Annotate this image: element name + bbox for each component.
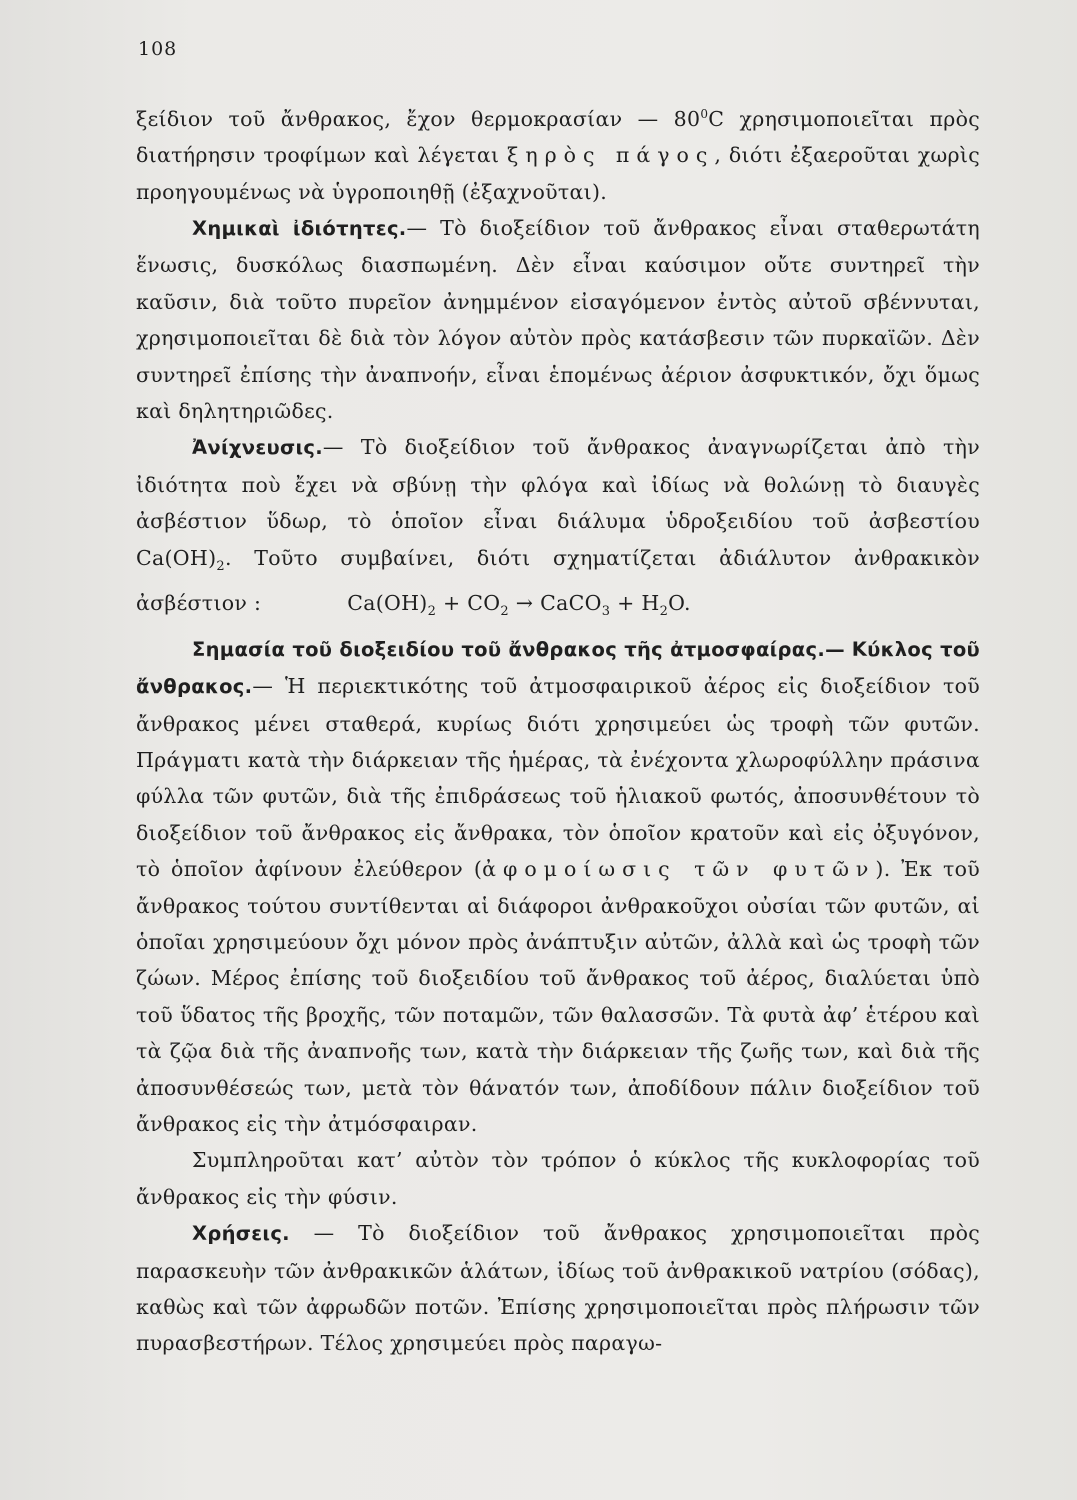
heading-detection: Ἀνίχνευσις. xyxy=(192,436,323,460)
paragraph-detection: Ἀνίχνευσις.— Τὸ διοξείδιον τοῦ ἄνθρακος ἀναγνωρίζεται ἀπὸ τὴν ἰδιότητα ποὺ ἔχει νὰ σβύνῃ τὴν φλόγα καὶ ἰδίως νὰ θολώνῃ τὸ διαυγὲς ἀσβέστιον ὕδωρ, τὸ ὁποῖον εἶναι διάλυμα ὑδροξειδίου τοῦ ἀσβεστίου $Ca(OH)_2$. Τοῦτο συμβαίνει, διότι σχηματίζεται ἀδιάλυτον ἀνθρακικὸν ἀσβέστιον : $Ca(OH)_2 + CO_2$ → CaCO$_3$ + $H_2O$. xyxy=(136,435,980,620)
eq-caoh: Ca(OH) xyxy=(347,591,428,616)
p1-text-b: C χρησιμοποιεῖται πρὸς διατήρησιν τροφίμων καὶ λέγεται xyxy=(136,106,980,168)
heading-uses: Χρήσεις. xyxy=(192,1222,290,1246)
p4-text: — Ἡ περιεκτικότης τοῦ ἀτμοσφαιρικοῦ ἀέρος εἰς διοξείδιον τοῦ ἄνθρακος μένει σταθερά, κυρίως διότι χρησιμεύει ὡς τροφὴ τῶν φυτῶν. Πράγματι κατὰ τὴν διάρκειαν τῆς ἡμέρας, τὰ ἐνέχοντα χλωροφύλλην πράσινα φύλλα τῶν φυτῶν, διὰ τῆς ἐπιδράσεως τοῦ ἡλιακοῦ φωτός, ἀποσυνθέτουν τὸ διοξείδιον τοῦ ἄνθρακος εἰς ἄνθρακα, τὸν ὁποῖον κρατοῦν καὶ εἰς ὀξυγόνον, τὸ ὁποῖον ἀφίνουν ἐλεύθερον ( xyxy=(136,674,980,882)
reaction-equation: $Ca(OH)_2 + CO_2$ → CaCO$_3$ + $H_2O$. xyxy=(347,591,691,620)
p3-formula-inline: Ca(OH) xyxy=(136,545,217,570)
eq-caco: → CaCO xyxy=(508,591,602,616)
p4-spaced-term: ἀφομοίωσις τῶν φυτῶν xyxy=(482,857,876,882)
paragraph-chemical-properties xyxy=(136,210,980,429)
heading-chemical-properties: Χημικαὶ ἰδιότητες. xyxy=(192,217,407,241)
eq-o: O. xyxy=(668,591,691,616)
paragraph-dry-ice: ξείδιον τοῦ ἄνθρακος, ἔχον θερμοκρασίαν — $80^0C$ χρησιμοποιεῖται πρὸς διατήρησιν τροφίμων καὶ λέγεται ξηρὸς πάγος, διότι ἐξαεροῦται χωρὶς προηγουμένως νὰ ὑγροποιηθῇ (ἐξαχνοῦται). xyxy=(136,106,980,204)
eq-co: + CO xyxy=(436,591,501,616)
p1-spaced-term: ξηρὸς πάγος xyxy=(507,143,715,168)
heading-carbon-cycle: Κύκλος τοῦ ἄνθρακος. xyxy=(136,637,980,699)
heading-significance: Σημασία τοῦ διοξειδίου τοῦ ἄνθρακος τῆς ἀτμοσφαίρας.— xyxy=(192,637,845,661)
paragraph-cycle-summary xyxy=(136,1142,980,1215)
p4-text-2: ). Ἐκ τοῦ ἄνθρακος τούτου συντίθενται αἱ διάφοροι ἀνθρακοῦχοι οὐσίαι τῶν φυτῶν, αἱ ὁποῖαι χρησιμεύουν ὄχι μόνον πρὸς ἀνάπτυξιν αὐτῶν, ἀλλὰ καὶ ὡς τροφὴ τῶν ζώων. Μέρος ἐπίσης τοῦ διοξειδίου τοῦ ἄνθρακος τοῦ ἀέρος, διαλύεται ὑπὸ τοῦ ὕδατος τῆς βροχῆς, τῶν ποταμῶν, τῶν θαλασσῶν. Τὰ φυτὰ ἀφ’ ἑτέρου καὶ τὰ ζῷα διὰ τῆς ἀναπνοῆς των, κατὰ τὴν διάρκειαν τῆς ζωῆς των, καὶ διὰ τῆς ἀποσυνθέσεώς των, μετὰ τὸν θάνατόν των, ἀποδίδουν πάλιν διοξείδιον τοῦ ἄνθρακος εἰς τὴν ἀτμόσφαιραν. xyxy=(136,857,980,1136)
p1-text-c: , διότι ἐξαεροῦται χωρὶς προηγουμένως νὰ ὑγροποιηθῇ (ἐξαχνοῦται). xyxy=(136,143,980,204)
p3-text: — Τὸ διοξείδιον τοῦ ἄνθρακος ἀναγνωρίζεται ἀπὸ τὴν ἰδιότητα ποὺ ἔχει νὰ σβύνῃ τὴν φλόγα καὶ ἰδίως νὰ θολώνῃ τὸ διαυγὲς ἀσβέστιον ὕδωρ, τὸ ὁποῖον εἶναι διάλυμα ὑδροξειδίου τοῦ ἀσβεστίου xyxy=(136,435,980,534)
p1-text-a: ξείδιον τοῦ ἄνθρακος, ἔχον θερμοκρασίαν — 80 xyxy=(136,106,701,131)
paragraph-carbon-cycle xyxy=(136,631,980,1143)
paragraph-uses xyxy=(136,1215,980,1362)
eq-h: + H xyxy=(610,591,660,616)
page-number: 108 xyxy=(138,38,178,60)
body-text xyxy=(136,96,980,1362)
p2-text: — Τὸ διοξείδιον τοῦ ἄνθρακος εἶναι σταθερωτάτη ἕνωσις, δυσκόλως διασπωμένη. Δὲν εἶναι καύσιμον οὔτε συντηρεῖ τὴν καῦσιν, διὰ τοῦτο πυρεῖον ἀνημμένον εἰσαγόμενον ἐντὸς αὐτοῦ σβέννυται, χρησιμοποιεῖται δὲ διὰ τὸν λόγον αὐτὸν πρὸς κατάσβεσιν τῶν πυρκαϊῶν. Δὲν συντηρεῖ ἐπίσης τὴν ἀναπνοήν, εἶναι ἑπομένως ἀέριον ἀσφυκτικόν, ὄχι ὅμως καὶ δηλητηριῶδες. xyxy=(136,216,980,424)
p3-text-2: . Τοῦτο συμβαίνει, διότι σχηματίζεται ἀδιάλυτον ἀνθρακικὸν ἀσβέστιον : xyxy=(136,545,980,616)
p6-text: — Τὸ διοξείδιον τοῦ ἄνθρακος χρησιμοποιεῖται πρὸς παρασκευὴν τῶν ἀνθρακικῶν ἁλάτων, ἰδίως τοῦ ἀνθρακικοῦ νατρίου (σόδας), καθὼς καὶ τῶν ἀφρωδῶν ποτῶν. Ἐπίσης χρησιμοποιεῖται πρὸς πλήρωσιν τῶν πυρασβεστήρων. Τέλος χρησιμεύει πρὸς παραγω- xyxy=(136,1221,980,1356)
p5-text: Συμπληροῦται κατ’ αὐτὸν τὸν τρόπον ὁ κύκλος τῆς κυκλοφορίας τοῦ ἄνθρακος εἰς τὴν φύσιν. xyxy=(136,1148,980,1209)
